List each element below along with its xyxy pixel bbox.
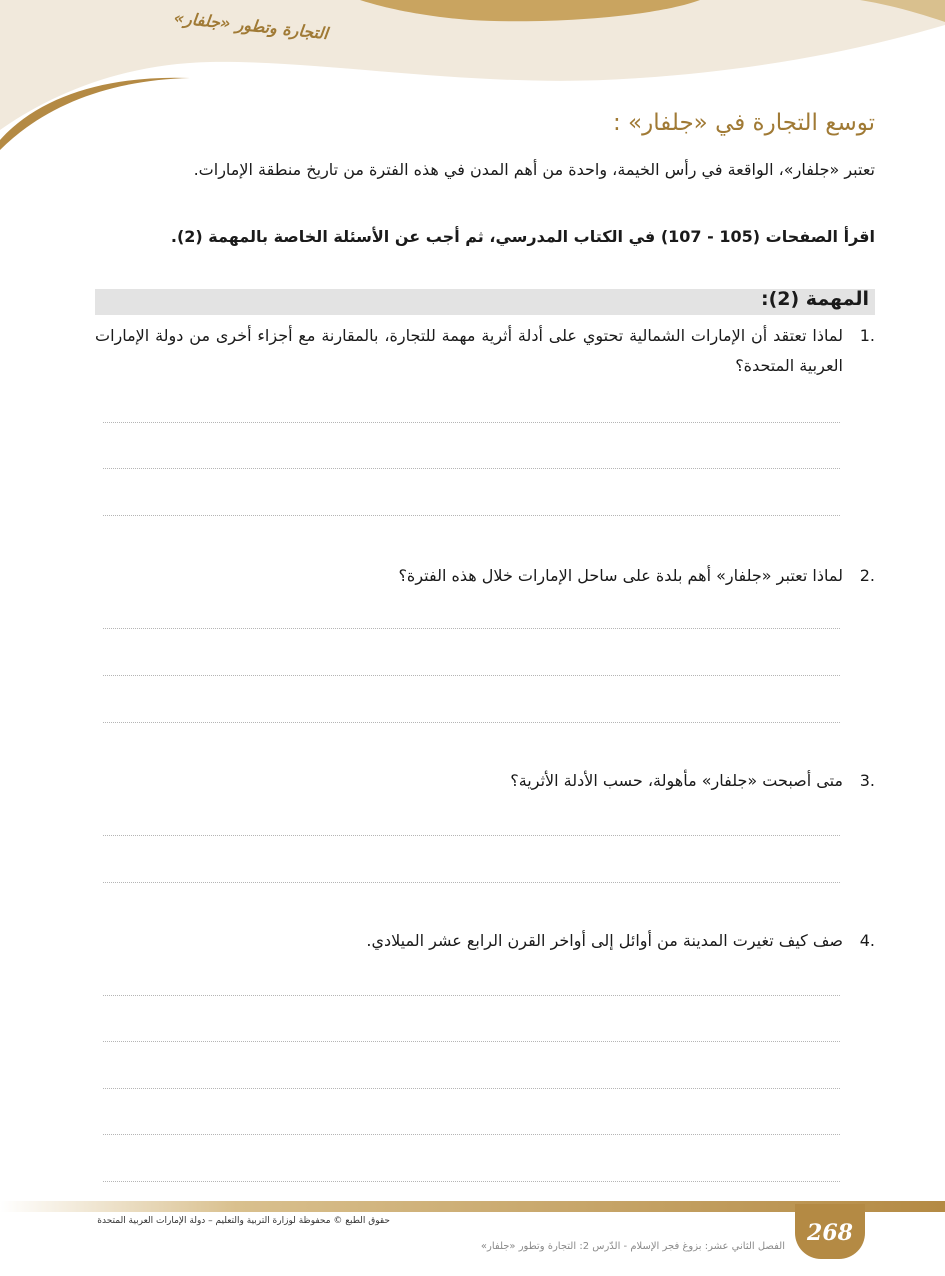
answer-line[interactable] (103, 835, 840, 836)
chapter-info: الفصل الثاني عشر: بزوغ فجر الإسلام - الدّرس 2: التجارة وتطور «جلفار» (480, 1241, 785, 1252)
answer-line[interactable] (103, 722, 840, 723)
question-text: صف كيف تغيرت المدينة من أوائل إلى أواخر القرن الرابع عشر الميلادي. (366, 931, 843, 950)
answer-line[interactable] (103, 468, 840, 469)
question-4 (95, 926, 875, 956)
page-number: 268 (807, 1220, 853, 1246)
task-title: المهمة (2): (760, 288, 869, 310)
question-number: 4. (859, 931, 875, 950)
question-number: 1. (859, 326, 875, 345)
answer-line[interactable] (103, 628, 840, 629)
instruction-paragraph: اقرأ الصفحات (105 - 107) في الكتاب المدرسي، ثم أجب عن الأسئلة الخاصة بالمهمة (2). (170, 227, 875, 246)
answer-line[interactable] (103, 882, 840, 883)
copyright-notice: حقوق الطبع © محفوظة لوزارة التربية والتعليم – دولة الإمارات العربية المتحدة (97, 1216, 390, 1226)
answer-line[interactable] (103, 1181, 840, 1182)
answer-line[interactable] (103, 1134, 840, 1135)
section-heading: توسع التجارة في «جلفار» : (612, 110, 875, 136)
answer-line[interactable] (103, 515, 840, 516)
task-heading-bar (95, 289, 875, 315)
question-3 (95, 766, 875, 796)
question-number: 2. (859, 566, 875, 585)
intro-paragraph: تعتبر «جلفار»، الواقعة في رأس الخيمة، واحدة من أهم المدن في هذه الفترة من تاريخ منطقة الإمارات. (193, 160, 875, 179)
answer-line[interactable] (103, 675, 840, 676)
answer-line[interactable] (103, 422, 840, 423)
question-text: متى أصبحت «جلفار» مأهولة، حسب الأدلة الأثرية؟ (510, 771, 843, 790)
answer-line[interactable] (103, 1041, 840, 1042)
question-number: 3. (859, 771, 875, 790)
answer-line[interactable] (103, 1088, 840, 1089)
question-2 (95, 561, 875, 591)
question-1 (95, 321, 875, 381)
lesson-title: التجارة وتطور «جلفار» (173, 8, 329, 44)
question-text: لماذا تعتبر «جلفار» أهم بلدة على ساحل الإمارات خلال هذه الفترة؟ (398, 566, 843, 585)
page-number-tab (795, 1204, 865, 1259)
answer-line[interactable] (103, 995, 840, 996)
question-text: لماذا تعتقد أن الإمارات الشمالية تحتوي على أدلة أثرية مهمة للتجارة، بالمقارنة مع أجزاء أخرى من دولة الإمارات العربية المتحدة؟ (95, 326, 843, 375)
